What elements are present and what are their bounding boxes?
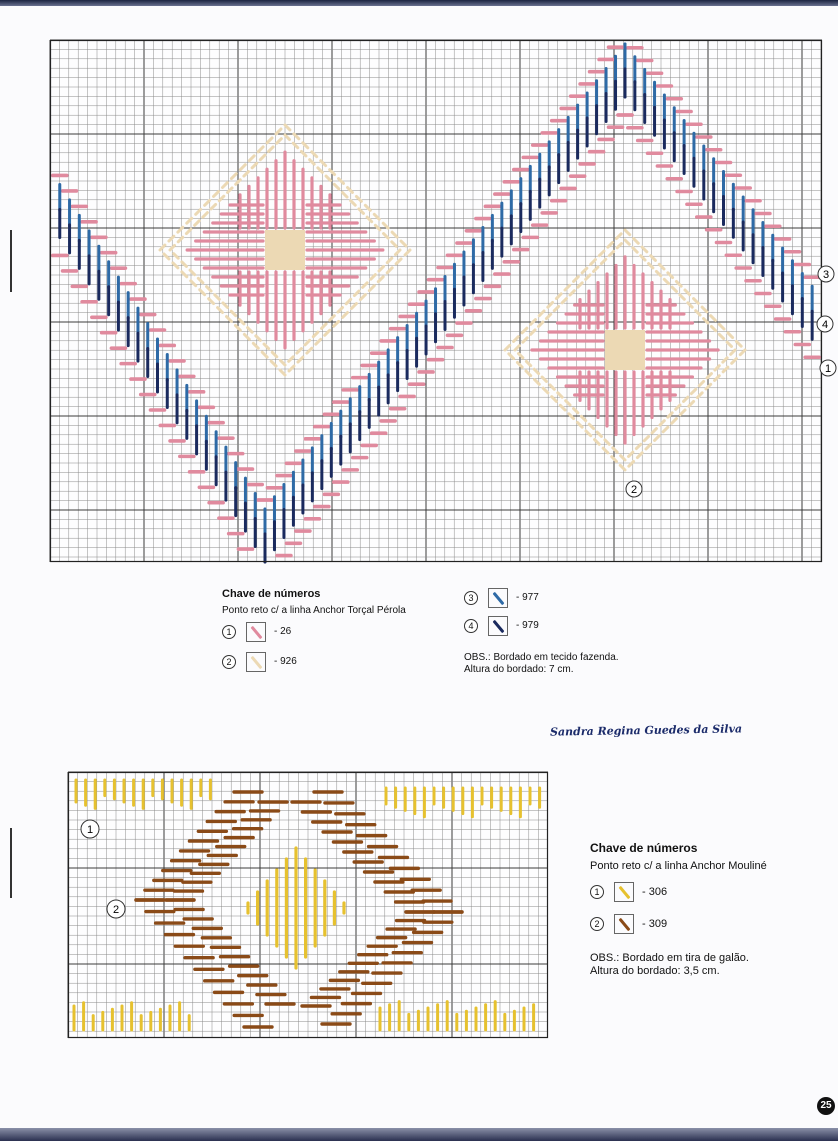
color-swatch xyxy=(488,588,508,608)
embroidery-chart-2 xyxy=(68,772,548,1038)
designer-signature: Sandra Regina Guedes da Silva xyxy=(549,722,743,739)
obs-text: OBS.: Bordado em tira de galão. xyxy=(590,952,749,964)
height-text: Altura do bordado: 7 cm. xyxy=(464,663,574,675)
svg-text:1: 1 xyxy=(824,363,832,375)
key-item xyxy=(222,650,406,674)
stitch-swatch-icon xyxy=(250,655,262,668)
thread-code: - 926 xyxy=(274,656,297,668)
color-key-1-continued xyxy=(464,586,539,638)
key-number: 2 xyxy=(222,655,236,669)
key-item xyxy=(464,614,539,638)
key-number: 2 xyxy=(590,917,604,931)
embroidery-chart-1 xyxy=(50,40,832,562)
color-swatch xyxy=(246,652,266,672)
bottom-edge-band xyxy=(0,1128,838,1141)
color-swatch xyxy=(614,914,634,934)
stitch-swatch-icon xyxy=(250,625,262,638)
key-title: Chave de números xyxy=(222,588,321,600)
color-swatch xyxy=(614,882,634,902)
binding-mark xyxy=(10,230,12,292)
thread-code: - 309 xyxy=(642,918,668,931)
height-text: Altura do bordado: 3,5 cm. xyxy=(590,964,720,977)
key-item xyxy=(464,586,539,610)
stitch-swatch-icon xyxy=(492,619,504,632)
page-number: 25 xyxy=(817,1097,835,1115)
svg-text:3: 3 xyxy=(822,269,830,281)
key-item xyxy=(590,912,767,936)
svg-text:1: 1 xyxy=(86,824,94,836)
key-subtitle: Ponto reto c/ a linha Anchor Mouliné xyxy=(590,859,767,872)
observation-note-1 xyxy=(464,652,619,675)
key-number: 1 xyxy=(590,885,604,899)
svg-text:2: 2 xyxy=(112,904,120,916)
key-item xyxy=(590,880,767,904)
marker-2 xyxy=(107,900,125,918)
thread-code: - 979 xyxy=(516,620,539,632)
key-item xyxy=(222,620,406,644)
stitch-swatch-icon xyxy=(618,918,630,931)
svg-text:2: 2 xyxy=(630,484,638,496)
key-title: Chave de números xyxy=(590,841,698,855)
observation-note-2 xyxy=(590,952,749,977)
top-edge-band xyxy=(0,0,838,6)
thread-code: - 26 xyxy=(274,626,292,638)
marker-1 xyxy=(820,360,836,376)
cream-center xyxy=(605,330,645,370)
obs-text: OBS.: Bordado em tecido fazenda. xyxy=(464,652,619,663)
key-number: 4 xyxy=(464,619,478,633)
key-number: 1 xyxy=(222,625,236,639)
thread-code: - 306 xyxy=(642,886,668,899)
color-key-2 xyxy=(590,842,767,936)
cream-center xyxy=(265,230,305,270)
key-number: 3 xyxy=(464,591,478,605)
key-subtitle: Ponto reto c/ a linha Anchor Torçal Pérola xyxy=(222,604,406,616)
color-key-1 xyxy=(222,588,406,674)
stitch-swatch-icon xyxy=(618,886,630,899)
thread-code: - 977 xyxy=(516,592,539,604)
marker-2 xyxy=(626,481,642,497)
marker-1 xyxy=(81,820,99,838)
color-swatch xyxy=(246,622,266,642)
color-swatch xyxy=(488,616,508,636)
svg-text:4: 4 xyxy=(821,319,829,331)
marker-3 xyxy=(818,266,834,282)
marker-4 xyxy=(817,316,833,332)
binding-mark xyxy=(10,828,12,898)
stitch-swatch-icon xyxy=(492,591,504,604)
